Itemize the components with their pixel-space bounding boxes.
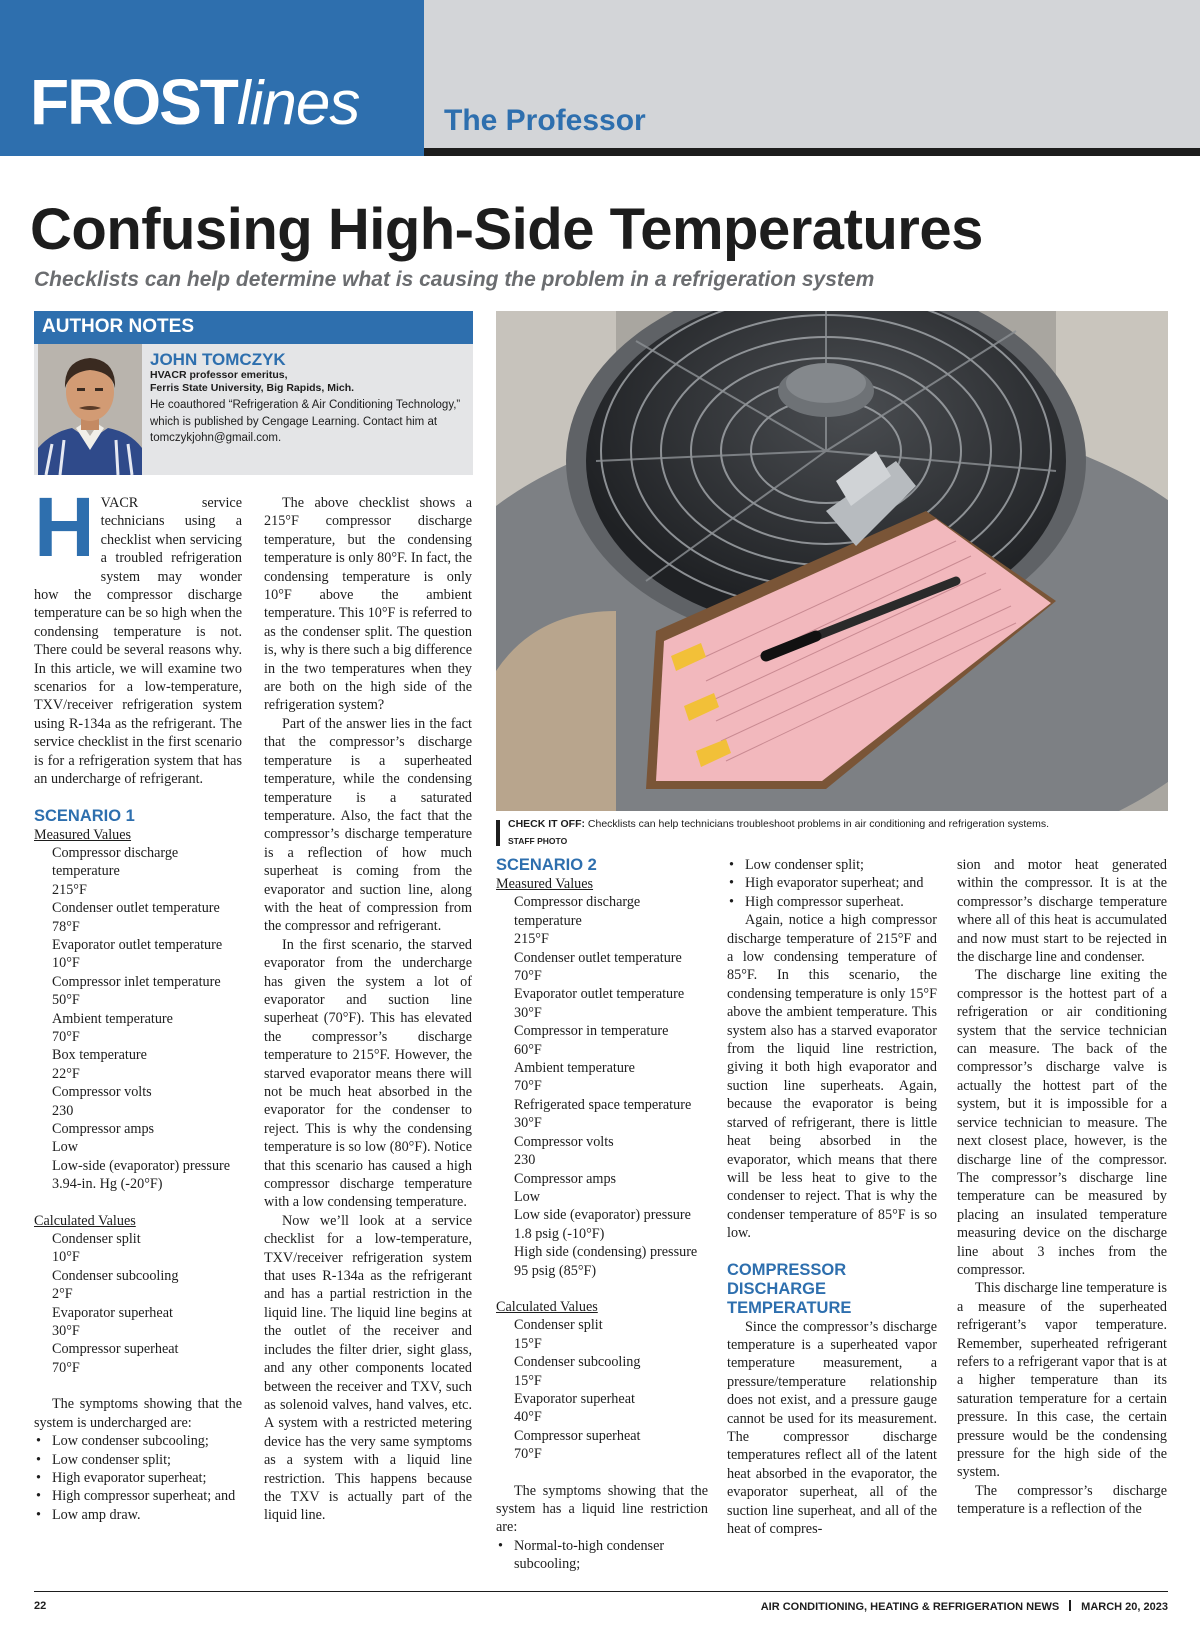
list-item: 30°F <box>52 1323 80 1340</box>
list-item: 230 <box>514 1152 536 1169</box>
intro-paragraph <box>34 480 243 789</box>
list-item: 78°F <box>52 918 80 935</box>
footer-rule <box>34 1591 1168 1592</box>
scenario-2-calculated-list <box>496 1316 708 1463</box>
scenario-1-calculated-label: Calculated Values <box>34 1212 136 1229</box>
caption-lead: CHECK IT OFF: <box>508 818 585 830</box>
body-paragraph: The discharge line exiting the compressor is the hottest part of a refrigeration or air conditioning system that the service technician can measure. The back of the compressor’s discharge valve is actually the hottest part of the system, but it is impossible for a service technician to measure. The next closest place, however, is the discharge line of the compressor. The compressor’s discharge line temperature can be measured by placing an insulated temperature measuring device on the discharge line about 3 inches from the compressor. <box>957 967 1167 1278</box>
scenario-1-measured-label: Measured Values <box>34 826 132 843</box>
scenario-1-measured-list <box>34 844 242 1194</box>
list-item: 10°F <box>52 955 80 972</box>
scenario-2-symptoms-list <box>496 1537 708 1574</box>
list-item: Low <box>52 1139 79 1156</box>
list-item: 40°F <box>514 1409 542 1426</box>
list-item: 95 psig (85°F) <box>514 1262 597 1279</box>
list-item: • Low condenser split; <box>34 1451 242 1469</box>
scenario-1-heading: SCENARIO 1 <box>34 806 135 825</box>
list-item: Compressor amps <box>514 1170 617 1187</box>
list-item: Box temperature <box>52 1047 147 1064</box>
intro-text: VACR service technicians using a checklist when servicing a troubled refrigeration system may wonder how the compressor discharge temperature can be so high when the condensing temperature is not. There could be several reasons why. In this article, we will examine two scenarios for a low-temperature, TXV/receiver refrigeration system using R-134a as the refrigerant. The service checklist in the first scenario is for a refrigeration system that has an undercharge of refrigerant. <box>34 495 243 788</box>
list-item: 15°F <box>514 1335 542 1352</box>
author-bio: He coauthored “Refrigeration & Air Conditioning Technology,” which is published by Cengage Learning. Contact him at tomczykjohn@gmail.com. <box>150 399 461 444</box>
logo-italic: lines <box>236 69 360 138</box>
footer-divider <box>1069 1600 1071 1611</box>
photo-credit: STAFF PHOTO <box>508 836 568 846</box>
author-portrait <box>38 344 142 475</box>
scenario-1-calculated-list <box>34 1230 242 1377</box>
list-item: 30°F <box>514 1004 542 1021</box>
list-item: Low-side (evaporator) pressure <box>52 1157 231 1174</box>
frostlines-logo <box>30 66 360 138</box>
list-item: 70°F <box>52 1359 80 1376</box>
cdt-heading: COMPRESSOR DISCHARGE TEMPERATURE <box>727 1260 852 1317</box>
section-title: The Professor <box>444 104 646 137</box>
list-item: • Low condenser subcooling; <box>34 1432 242 1450</box>
list-item: Condenser subcooling <box>514 1354 641 1371</box>
column-5 <box>957 856 1167 1519</box>
list-item: Evaporator superheat <box>514 1390 635 1407</box>
list-item: • High evaporator superheat; and <box>727 874 937 892</box>
column-4 <box>727 856 937 1538</box>
page-number: 22 <box>34 1600 47 1612</box>
column-1 <box>34 480 243 1524</box>
list-item: 1.8 psig (-10°F) <box>514 1225 605 1242</box>
body-paragraph: sion and motor heat generated within the compressor. It is at the compressor’s discharge temperature where all of this heat is accumulated and now must start to be rejected in the discharge line and condenser. <box>957 857 1167 966</box>
caption-marker <box>496 820 500 846</box>
body-paragraph: Now we’ll look at a service checklist for a low-temperature, TXV/receiver refrigeration system that uses R-134a as the refrigerant and has a partial restriction in the liquid line. The liquid line begins at the outlet of the receiver and includes the filter drier, sight glass, and any other components located between the receiver and TXV, such as solenoid valves, hand valves, etc. A system with a restricted metering device has the very same symptoms as a system with a liquid line restriction. This happens because the TXV is actually part of the liquid line. <box>264 1212 472 1524</box>
body-paragraph: This discharge line temperature is a measure of the superheated refrigerant’s vapor temperature. Remember, superheated refrigerant refers to a refrigerant vapor that is at a higher temperature than its saturation temperature for a certain pressure. In this case, the certain pressure would be the condensing pressure for the high side of the system. <box>957 1280 1167 1481</box>
list-item: Ambient temperature <box>52 1010 173 1027</box>
author-affiliation: Ferris State University, Big Rapids, Mich. <box>150 382 355 394</box>
list-item: • Low condenser split; <box>727 856 937 874</box>
list-item: Compressor volts <box>52 1084 152 1101</box>
scenario-2-measured-list <box>496 893 708 1280</box>
list-item: Condenser subcooling <box>52 1267 179 1284</box>
header-rule <box>424 148 1200 156</box>
body-paragraph: The above checklist shows a 215°F compressor discharge temperature, but the condensing temperature is only 80°F. In fact, the condensing temperature is only 10°F above the ambient temperature. This 10°F is referred to as the condenser split. The question is, why is there such a big difference in the two temperatures when they are both on the high side of the refrigeration system? <box>264 495 472 714</box>
list-item: 70°F <box>514 968 542 985</box>
dropcap: H <box>34 480 95 574</box>
scenario-1-symptoms-list <box>34 1432 242 1524</box>
list-item: Ambient temperature <box>514 1060 635 1077</box>
list-item: High side (condensing) pressure <box>514 1244 698 1261</box>
list-item: 10°F <box>52 1249 80 1266</box>
list-item: Compressor amps <box>52 1121 155 1137</box>
list-item: Evaporator superheat <box>52 1304 173 1321</box>
list-item: Low <box>514 1188 541 1205</box>
list-item: 15°F <box>514 1372 542 1389</box>
list-item: 70°F <box>52 1028 80 1045</box>
list-item: 30°F <box>514 1115 542 1132</box>
list-item: Condenser outlet temperature <box>52 900 220 917</box>
list-item: Compressor inlet temperature <box>52 973 221 990</box>
list-item: 70°F <box>514 1446 542 1463</box>
list-item: 22°F <box>52 1065 80 1082</box>
list-item: Compressor superheat <box>52 1341 179 1358</box>
list-item: • High compressor superheat; and <box>34 1487 242 1505</box>
list-item: Compressor discharge temperature <box>514 894 641 929</box>
body-paragraph: In the first scenario, the starved evaporator from the undercharge has given the system a lot of evaporator and suction line superheat (70°F). This has elevated the compressor’s discharge temperature to 215°F. However, the starved evaporator means there will not be much heat absorbed in the evaporator for the condenser to reject. This is why the condensing temperature is so low (80°F). Notice that this scenario has caused a high compressor discharge temperature with a low condensing temperature. <box>264 936 472 1211</box>
publication-footer <box>761 1600 1168 1613</box>
scenario-2-heading: SCENARIO 2 <box>496 856 597 874</box>
author-notes-box <box>34 344 473 475</box>
list-item: 2°F <box>52 1286 73 1303</box>
list-item: Condenser outlet temperature <box>514 949 682 966</box>
list-item: 215°F <box>52 881 87 898</box>
list-item: 3.94-in. Hg (-20°F) <box>52 1176 163 1193</box>
publication-name: AIR CONDITIONING, HEATING & REFRIGERATION NEWS <box>760 1601 1060 1613</box>
headline: Confusing High-Side Temperatures <box>30 197 983 262</box>
list-item: Compressor discharge temperature <box>52 844 179 880</box>
list-item: Evaporator outlet temperature <box>52 936 223 953</box>
list-item: Condenser split <box>514 1317 603 1334</box>
author-title: HVACR professor emeritus, <box>150 369 288 381</box>
body-paragraph: Part of the answer lies in the fact that the compressor’s discharge temperature is a superheated temperature, while the condensing temperature is a saturated temperature. Also, the fact that the compressor’s discharge temperature is a reflection of how much superheat is coming from the evaporator and suction line, along with the heat of compression from the compressor and refrigerant. <box>264 715 472 935</box>
column-3 <box>496 856 708 1574</box>
list-item: Compressor superheat <box>514 1427 641 1444</box>
list-item: Compressor in temperature <box>514 1023 669 1040</box>
column-2 <box>264 494 472 1525</box>
list-item: 60°F <box>514 1041 542 1058</box>
scenario-1-symptoms-intro: The symptoms showing that the system is undercharged are: <box>34 1396 242 1431</box>
scenario-2-measured-label: Measured Values <box>496 876 594 892</box>
list-item: 230 <box>52 1102 74 1119</box>
body-paragraph: The compressor’s discharge temperature is a reflection of the <box>957 1482 1167 1518</box>
scenario-2-symptoms-intro: The symptoms showing that the system has a liquid line restriction are: <box>496 1482 708 1536</box>
photo-caption <box>508 818 1168 831</box>
logo-bold: FROST <box>30 66 237 138</box>
list-item: • Normal-to-high condenser subcooling; <box>496 1537 708 1574</box>
list-item: Compressor volts <box>514 1133 614 1150</box>
list-item: 50°F <box>52 992 80 1009</box>
caption-text: Checklists can help technicians troubleshoot problems in air conditioning and refrigeration systems. <box>587 818 1049 830</box>
list-item: Evaporator outlet temperature <box>514 986 685 1003</box>
list-item: Refrigerated space temperature <box>514 1096 692 1113</box>
body-paragraph: Since the compressor’s discharge temperature is a superheated vapor temperature measurement, a pressure/temperature relationship does not exist, and a pressure gauge cannot be used for its measurement. The compressor discharge temperatures reflect all of the latent heat absorbed in the evaporator, the evaporator superheat, all of the suction line superheat, and all of the heat of compres- <box>727 1318 937 1537</box>
body-paragraph: Again, notice a high compressor discharge temperature of 215°F and a low condensing temperature of 85°F. In this scenario, the condensing temperature is only 15°F above the ambient temperature. This system also has a starved evaporator from the liquid line restriction, giving it both high evaporator and suction line superheats. Again, because the evaporator is being starved of refrigerant, there is little heat being absorbed in the evaporator, which means that there will be less heat to give to the condenser to reject. That is why the condenser temperature of 85°F is so low. <box>727 912 937 1242</box>
list-item: Condenser split <box>52 1231 141 1248</box>
list-item: • Low amp draw. <box>34 1506 242 1524</box>
issue-date: MARCH 20, 2023 <box>1081 1601 1168 1613</box>
list-item: Low side (evaporator) pressure <box>514 1207 691 1224</box>
article-photo <box>496 311 1168 811</box>
author-notes-title: AUTHOR NOTES <box>34 311 473 344</box>
scenario-2-symptoms-list-cont <box>727 856 937 911</box>
scenario-2-calculated-label: Calculated Values <box>496 1298 598 1315</box>
list-item: 70°F <box>514 1078 542 1095</box>
author-name: JOHN TOMCZYK <box>150 350 286 369</box>
deck: Checklists can help determine what is causing the problem in a refrigeration system <box>34 268 875 291</box>
list-item: • High evaporator superheat; <box>34 1469 242 1487</box>
list-item: • High compressor superheat. <box>727 893 937 911</box>
list-item: 215°F <box>514 931 549 948</box>
